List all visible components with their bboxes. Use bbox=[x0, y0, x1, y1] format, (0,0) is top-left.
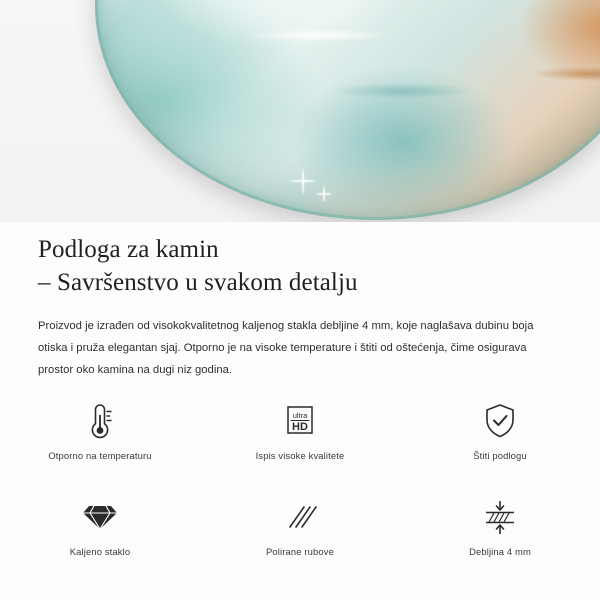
hero-image bbox=[0, 0, 600, 222]
feature-item-tempered-glass bbox=[0, 488, 200, 578]
diamond-icon bbox=[77, 494, 123, 540]
shield-check-icon bbox=[478, 398, 522, 444]
svg-text:HD: HD bbox=[292, 421, 308, 433]
polished-edges-icon bbox=[278, 494, 322, 540]
thickness-icon bbox=[478, 494, 522, 540]
feature-item-temperature bbox=[0, 392, 200, 482]
ultra-hd-icon bbox=[277, 398, 323, 444]
svg-text:ultra: ultra bbox=[292, 411, 308, 420]
feature-item-protects-surface bbox=[400, 392, 600, 482]
headline-line-2: – Savršenstvo u svakom detalju bbox=[38, 268, 358, 296]
page-title bbox=[0, 222, 600, 299]
feature-label: Kaljeno staklo bbox=[69, 546, 131, 557]
headline-line-1: Podloga za kamin bbox=[38, 236, 219, 263]
feature-label: Debljina 4 mm bbox=[469, 546, 531, 557]
feature-grid bbox=[0, 392, 600, 578]
feature-item-print-quality bbox=[200, 392, 400, 482]
feature-item-polished-edges bbox=[200, 488, 400, 578]
text-content bbox=[0, 222, 600, 381]
feature-label: Ispis visoke kvalitete bbox=[255, 450, 345, 461]
thermometer-icon bbox=[80, 398, 120, 444]
body-paragraph: Proizvod je izrađen od visokokvalitetnog kaljenog stakla debljine 4 mm, koje naglašava dubinu boja otiska i pruža elegantan sjaj. Otporno je na visoke temperature i štiti od oštećenja, čime osigurava prostor oko kamina na dugi niz godina. bbox=[38, 320, 534, 377]
feature-item-thickness bbox=[400, 488, 600, 578]
feature-label: Polirane rubove bbox=[266, 546, 334, 557]
feature-label: Otporno na temperaturu bbox=[48, 450, 152, 461]
glass-board-image bbox=[95, 0, 600, 220]
feature-label: Štiti podlogu bbox=[473, 450, 527, 461]
